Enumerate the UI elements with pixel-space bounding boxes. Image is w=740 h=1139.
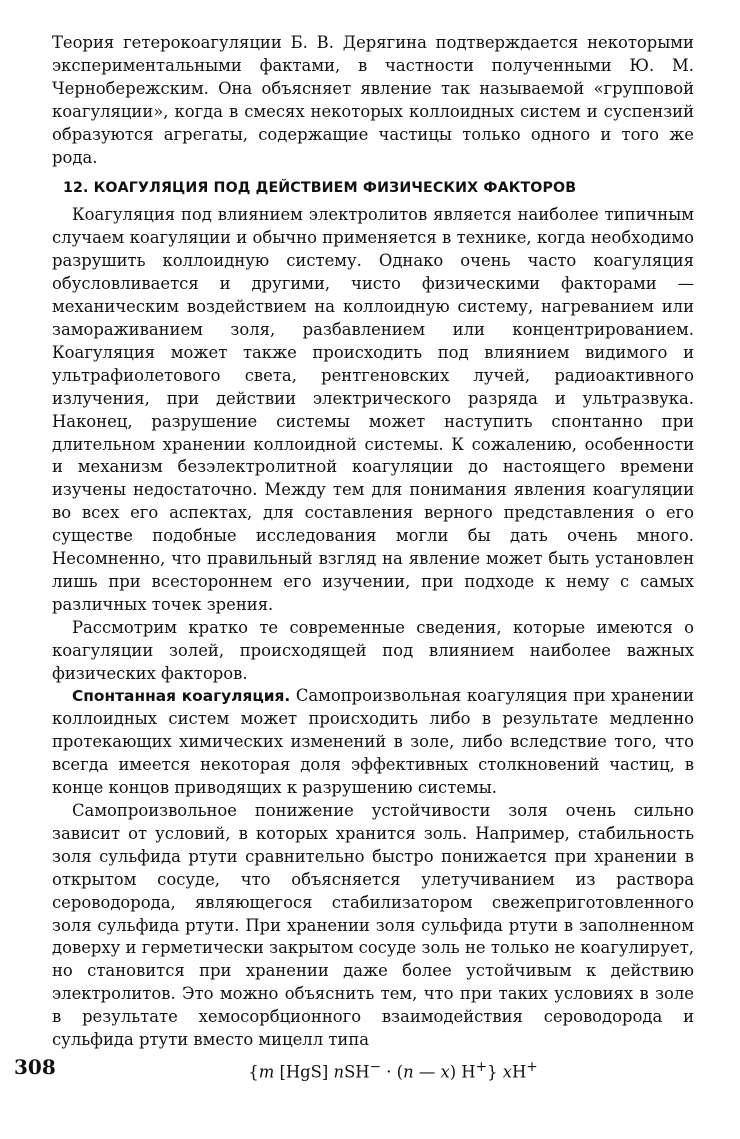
paragraph-4: Самопроизвольное понижение устойчивости золя очень сильно зависит от условий, в которых хранится золь. Например, стабильность золя сульфида ртути сравнительно быстро понижается при хранении в открытом сосуде, что объясняется улетучиванием из раствора сероводорода, являющегося стабилизатором свежеприготовленного золя сульфида ртути. При хранении золя сульфида ртути в заполненном доверху и герметически закрытом сосуде золь не только не коагулирует, но становится при хранении даже более устойчивым к действию электролитов. Это можно объяснить тем, что при таких условиях в золе в результате хемосорбционного взаимодействия сероводорода и сульфида ртути вместо мицелл типа xyxy=(52,801,694,1050)
micelle-formula: {m [HgS] nSH− · (n — x) H+} xH+ xyxy=(248,1058,538,1082)
intro-paragraph: Теория гетерокоагуляции Б. В. Дерягина подтверждается некоторыми экспериментальными фактами, в частности полученными Ю. М. Чернобережским. Она объясняет явление так называемой «групповой коагуляции», когда в смесях некоторых коллоидных систем и суспензий образуются агрегаты, содержащие частицы только одного и того же рода. xyxy=(52,33,694,167)
page-number: 308 xyxy=(14,1055,56,1079)
section-heading: 12. КОАГУЛЯЦИЯ ПОД ДЕЙСТВИЕМ ФИЗИЧЕСКИХ ФАКТОРОВ xyxy=(63,180,577,197)
paragraph-3-lead: Спонтанная коагуляция. xyxy=(72,687,291,706)
paragraph-2: Рассмотрим кратко те современные сведения, которые имеются о коагуляции золей, происходящей под влиянием наиболее важных физических факторов. xyxy=(52,617,694,683)
paragraph-3 xyxy=(52,685,694,800)
paragraph-3-text: Самопроизвольная коагуляция при хранении коллоидных систем может происходить либо в результате медленно протекающих химических изменений в золе, либо вследствие того, что всегда имеется некоторая доля эффективных столкновений частиц, в конце концов приводящих к разрушению системы. xyxy=(52,686,694,798)
paragraph-1: Коагуляция под влиянием электролитов является наиболее типичным случаем коагуляции и обычно применяется в технике, когда необходимо разрушить коллоидную систему. Однако очень часто коагуляция обусловливается и другими, чисто физическими факторами — механическим воздействием на коллоидную систему, нагреванием или замораживанием золя, разбавлением или концентрированием. Коагуляция может также происходить под влиянием видимого и ультрафиолетового света, рентгеновских лучей, радиоактивного излучения, при действии электрического разряда и ультразвука. Наконец, разрушение системы может наступить спонтанно при длительном хранении коллоидной системы. К сожалению, особенности и механизм безэлектролитной коагуляции до настоящего времени изучены недостаточно. Между тем для понимания явления коагуляции во всех его аспектах, для составления верного представления о его существе подобные исследования могли бы дать очень много. Несомненно, что правильный взгляд на явление может быть установлен лишь при всестороннем его изучении, при подходе к нему с самых различных точек зрения. xyxy=(52,205,694,614)
